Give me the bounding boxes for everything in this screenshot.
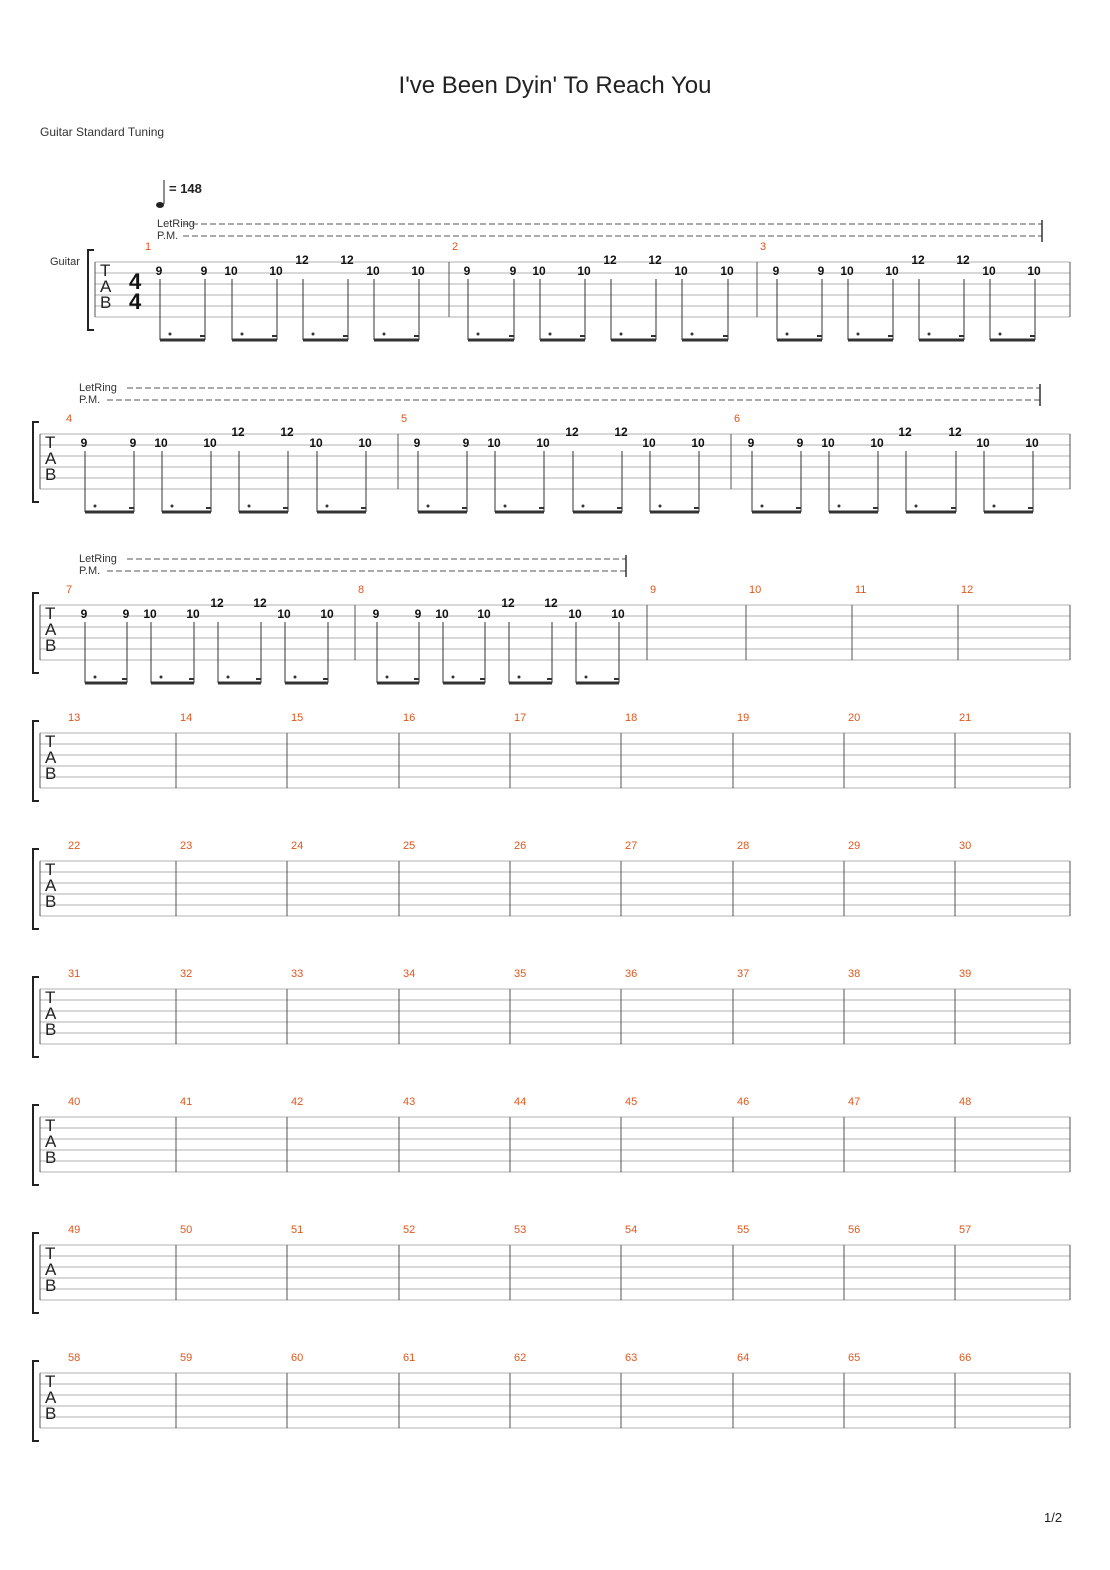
system-3-tab-letter-t: T bbox=[45, 604, 56, 623]
fret-number: 10 bbox=[203, 436, 217, 450]
measure-number: 3 bbox=[760, 241, 767, 253]
fret-number: 10 bbox=[487, 436, 501, 450]
note-dot bbox=[160, 676, 163, 679]
measure-number: 1 bbox=[145, 241, 152, 253]
measure-number: 38 bbox=[848, 968, 861, 980]
measure-number: 20 bbox=[848, 712, 861, 724]
measure-number: 5 bbox=[401, 413, 408, 425]
measure-number: 2 bbox=[452, 241, 459, 253]
measure-number: 17 bbox=[514, 712, 527, 724]
note-dot bbox=[326, 505, 329, 508]
fret-number: 12 bbox=[253, 596, 267, 610]
fret-number: 10 bbox=[568, 607, 582, 621]
system-1-bracket bbox=[88, 250, 94, 330]
measure-number: 35 bbox=[514, 968, 527, 980]
measure-number: 62 bbox=[514, 1352, 527, 1364]
measure-number: 26 bbox=[514, 840, 527, 852]
song-title: I've Been Dyin' To Reach You bbox=[398, 72, 712, 99]
note-dot bbox=[786, 333, 789, 336]
measure-number: 58 bbox=[68, 1352, 81, 1364]
fret-number: 12 bbox=[231, 425, 245, 439]
system-8-tab-letter-a: A bbox=[45, 1260, 57, 1279]
fret-number: 10 bbox=[536, 436, 550, 450]
measure-number: 14 bbox=[180, 712, 193, 724]
fret-number: 12 bbox=[648, 253, 662, 267]
measure-number: 16 bbox=[403, 712, 416, 724]
fret-number: 10 bbox=[435, 607, 449, 621]
note-dot bbox=[169, 333, 172, 336]
fret-number: 10 bbox=[154, 436, 168, 450]
system-1-let-ring-label: LetRing bbox=[157, 218, 195, 230]
fret-number: 10 bbox=[277, 607, 291, 621]
note-dot bbox=[838, 505, 841, 508]
system-3-tab-letter-a: A bbox=[45, 620, 57, 639]
note-dot bbox=[241, 333, 244, 336]
note-dot bbox=[477, 333, 480, 336]
system-1-tab-letter-a: A bbox=[100, 277, 112, 296]
fret-number: 12 bbox=[340, 253, 354, 267]
note-dot bbox=[248, 505, 251, 508]
system-2-bracket bbox=[33, 422, 39, 502]
note-dot bbox=[504, 505, 507, 508]
fret-number: 12 bbox=[898, 425, 912, 439]
measure-number: 54 bbox=[625, 1224, 638, 1236]
measure-number: 64 bbox=[737, 1352, 750, 1364]
fret-number: 9 bbox=[122, 607, 130, 621]
system-7-bracket bbox=[33, 1105, 39, 1185]
system-2-let-ring-label: LetRing bbox=[79, 382, 117, 394]
measure-number: 28 bbox=[737, 840, 750, 852]
system-2-tab-letter-b: B bbox=[45, 465, 57, 484]
measure-number: 4 bbox=[66, 413, 73, 425]
measure-number: 44 bbox=[514, 1096, 527, 1108]
note-dot bbox=[171, 505, 174, 508]
fret-number: 10 bbox=[720, 264, 734, 278]
system-3-tab-letter-b: B bbox=[45, 636, 57, 655]
fret-number: 9 bbox=[463, 264, 471, 278]
measure-number: 13 bbox=[68, 712, 81, 724]
measure-number: 24 bbox=[291, 840, 304, 852]
fret-number: 10 bbox=[577, 264, 591, 278]
note-dot bbox=[857, 333, 860, 336]
system-8-bracket bbox=[33, 1233, 39, 1313]
measure-number: 60 bbox=[291, 1352, 304, 1364]
note-dot bbox=[582, 505, 585, 508]
fret-number: 10 bbox=[1027, 264, 1041, 278]
system-2-palm-mute-label: P.M. bbox=[79, 394, 101, 406]
note-dot bbox=[761, 505, 764, 508]
fret-number: 12 bbox=[565, 425, 579, 439]
measure-number: 66 bbox=[959, 1352, 972, 1364]
system-1-tab-letter-t: T bbox=[100, 261, 111, 280]
fret-number: 9 bbox=[462, 436, 470, 450]
measure-number: 12 bbox=[961, 584, 974, 596]
measure-number: 40 bbox=[68, 1096, 81, 1108]
measure-number: 6 bbox=[734, 413, 741, 425]
system-6-bracket bbox=[33, 977, 39, 1057]
fret-number: 9 bbox=[796, 436, 804, 450]
measure-number: 52 bbox=[403, 1224, 416, 1236]
fret-number: 9 bbox=[772, 264, 780, 278]
fret-number: 10 bbox=[269, 264, 283, 278]
note-dot bbox=[94, 676, 97, 679]
note-dot bbox=[227, 676, 230, 679]
fret-number: 9 bbox=[155, 264, 163, 278]
system-6-tab-letter-b: B bbox=[45, 1020, 57, 1039]
measure-number: 63 bbox=[625, 1352, 638, 1364]
fret-number: 9 bbox=[80, 436, 88, 450]
note-dot bbox=[386, 676, 389, 679]
measure-number: 27 bbox=[625, 840, 638, 852]
system-5-tab-letter-t: T bbox=[45, 860, 56, 879]
system-6-tab-letter-t: T bbox=[45, 988, 56, 1007]
fret-number: 10 bbox=[691, 436, 705, 450]
fret-number: 12 bbox=[295, 253, 309, 267]
measure-number: 46 bbox=[737, 1096, 750, 1108]
system-7-tab-letter-t: T bbox=[45, 1116, 56, 1135]
note-dot bbox=[312, 333, 315, 336]
measure-number: 11 bbox=[855, 584, 867, 596]
fret-number: 10 bbox=[870, 436, 884, 450]
measure-number: 19 bbox=[737, 712, 750, 724]
fret-number: 10 bbox=[186, 607, 200, 621]
note-dot bbox=[549, 333, 552, 336]
measure-number: 8 bbox=[358, 584, 365, 596]
fret-number: 10 bbox=[885, 264, 899, 278]
measure-number: 23 bbox=[180, 840, 193, 852]
measure-number: 51 bbox=[291, 1224, 304, 1236]
measure-number: 33 bbox=[291, 968, 304, 980]
measure-number: 30 bbox=[959, 840, 972, 852]
note-dot bbox=[928, 333, 931, 336]
fret-number: 10 bbox=[320, 607, 334, 621]
measure-number: 25 bbox=[403, 840, 416, 852]
measure-number: 21 bbox=[959, 712, 972, 724]
measure-number: 48 bbox=[959, 1096, 972, 1108]
system-5-tab-letter-b: B bbox=[45, 892, 57, 911]
measure-number: 34 bbox=[403, 968, 416, 980]
measure-number: 10 bbox=[749, 584, 762, 596]
fret-number: 10 bbox=[411, 264, 425, 278]
system-8-tab-letter-b: B bbox=[45, 1276, 57, 1295]
fret-number: 10 bbox=[642, 436, 656, 450]
system-2-tab-letter-a: A bbox=[45, 449, 57, 468]
measure-number: 50 bbox=[180, 1224, 193, 1236]
measure-number: 57 bbox=[959, 1224, 972, 1236]
system-9-tab-letter-a: A bbox=[45, 1388, 57, 1407]
measure-number: 9 bbox=[650, 584, 657, 596]
fret-number: 10 bbox=[224, 264, 238, 278]
measure-number: 45 bbox=[625, 1096, 638, 1108]
note-dot bbox=[452, 676, 455, 679]
measure-number: 22 bbox=[68, 840, 81, 852]
fret-number: 9 bbox=[509, 264, 517, 278]
tempo-note-head bbox=[156, 202, 164, 208]
note-dot bbox=[518, 676, 521, 679]
measure-number: 42 bbox=[291, 1096, 304, 1108]
fret-number: 9 bbox=[414, 607, 422, 621]
fret-number: 10 bbox=[366, 264, 380, 278]
note-dot bbox=[620, 333, 623, 336]
system-3-palm-mute-label: P.M. bbox=[79, 565, 101, 577]
fret-number: 9 bbox=[817, 264, 825, 278]
note-dot bbox=[659, 505, 662, 508]
measure-number: 49 bbox=[68, 1224, 81, 1236]
system-5-bracket bbox=[33, 849, 39, 929]
system-9-bracket bbox=[33, 1361, 39, 1441]
system-4-tab-letter-t: T bbox=[45, 732, 56, 751]
fret-number: 9 bbox=[129, 436, 137, 450]
fret-number: 10 bbox=[477, 607, 491, 621]
fret-number: 10 bbox=[611, 607, 625, 621]
note-dot bbox=[993, 505, 996, 508]
fret-number: 10 bbox=[309, 436, 323, 450]
track-name: Guitar bbox=[50, 256, 80, 268]
measure-number: 59 bbox=[180, 1352, 193, 1364]
measure-number: 55 bbox=[737, 1224, 750, 1236]
measure-number: 61 bbox=[403, 1352, 416, 1364]
time-signature-bottom: 4 bbox=[129, 289, 142, 314]
fret-number: 10 bbox=[358, 436, 372, 450]
fret-number: 10 bbox=[143, 607, 157, 621]
measure-number: 7 bbox=[66, 584, 73, 596]
fret-number: 10 bbox=[821, 436, 835, 450]
note-dot bbox=[585, 676, 588, 679]
measure-number: 37 bbox=[737, 968, 750, 980]
system-1-palm-mute-label: P.M. bbox=[157, 230, 179, 242]
measure-number: 65 bbox=[848, 1352, 861, 1364]
system-5-tab-letter-a: A bbox=[45, 876, 57, 895]
fret-number: 12 bbox=[544, 596, 558, 610]
measure-number: 39 bbox=[959, 968, 972, 980]
fret-number: 9 bbox=[372, 607, 380, 621]
fret-number: 12 bbox=[280, 425, 294, 439]
system-9-tab-letter-b: B bbox=[45, 1404, 57, 1423]
system-4-bracket bbox=[33, 721, 39, 801]
fret-number: 12 bbox=[948, 425, 962, 439]
measure-number: 43 bbox=[403, 1096, 416, 1108]
fret-number: 12 bbox=[603, 253, 617, 267]
measure-number: 53 bbox=[514, 1224, 527, 1236]
system-9-tab-letter-t: T bbox=[45, 1372, 56, 1391]
fret-number: 12 bbox=[614, 425, 628, 439]
measure-number: 15 bbox=[291, 712, 304, 724]
tempo-marking: = 148 bbox=[169, 181, 202, 196]
note-dot bbox=[383, 333, 386, 336]
note-dot bbox=[691, 333, 694, 336]
fret-number: 9 bbox=[413, 436, 421, 450]
time-signature-top: 4 bbox=[129, 269, 142, 294]
measure-number: 31 bbox=[68, 968, 81, 980]
system-7-tab-letter-b: B bbox=[45, 1148, 57, 1167]
fret-number: 10 bbox=[532, 264, 546, 278]
fret-number: 9 bbox=[747, 436, 755, 450]
system-3-bracket bbox=[33, 593, 39, 673]
measure-number: 29 bbox=[848, 840, 861, 852]
system-8-tab-letter-t: T bbox=[45, 1244, 56, 1263]
fret-number: 10 bbox=[840, 264, 854, 278]
measure-number: 41 bbox=[180, 1096, 193, 1108]
system-1-tab-letter-b: B bbox=[100, 293, 112, 312]
fret-number: 10 bbox=[674, 264, 688, 278]
measure-number: 47 bbox=[848, 1096, 861, 1108]
measure-number: 32 bbox=[180, 968, 193, 980]
fret-number: 9 bbox=[200, 264, 208, 278]
system-2-tab-letter-t: T bbox=[45, 433, 56, 452]
fret-number: 9 bbox=[80, 607, 88, 621]
note-dot bbox=[915, 505, 918, 508]
system-7-tab-letter-a: A bbox=[45, 1132, 57, 1151]
system-6-tab-letter-a: A bbox=[45, 1004, 57, 1023]
page-number: 1/2 bbox=[1044, 1510, 1063, 1525]
system-4-tab-letter-b: B bbox=[45, 764, 57, 783]
tuning-label: Guitar Standard Tuning bbox=[40, 125, 165, 139]
fret-number: 10 bbox=[976, 436, 990, 450]
fret-number: 12 bbox=[501, 596, 515, 610]
note-dot bbox=[999, 333, 1002, 336]
fret-number: 10 bbox=[982, 264, 996, 278]
measure-number: 36 bbox=[625, 968, 638, 980]
note-dot bbox=[94, 505, 97, 508]
fret-number: 12 bbox=[210, 596, 224, 610]
note-dot bbox=[427, 505, 430, 508]
fret-number: 10 bbox=[1025, 436, 1039, 450]
system-4-tab-letter-a: A bbox=[45, 748, 57, 767]
measure-number: 56 bbox=[848, 1224, 861, 1236]
fret-number: 12 bbox=[911, 253, 925, 267]
system-3-let-ring-label: LetRing bbox=[79, 553, 117, 565]
fret-number: 12 bbox=[956, 253, 970, 267]
note-dot bbox=[294, 676, 297, 679]
measure-number: 18 bbox=[625, 712, 638, 724]
